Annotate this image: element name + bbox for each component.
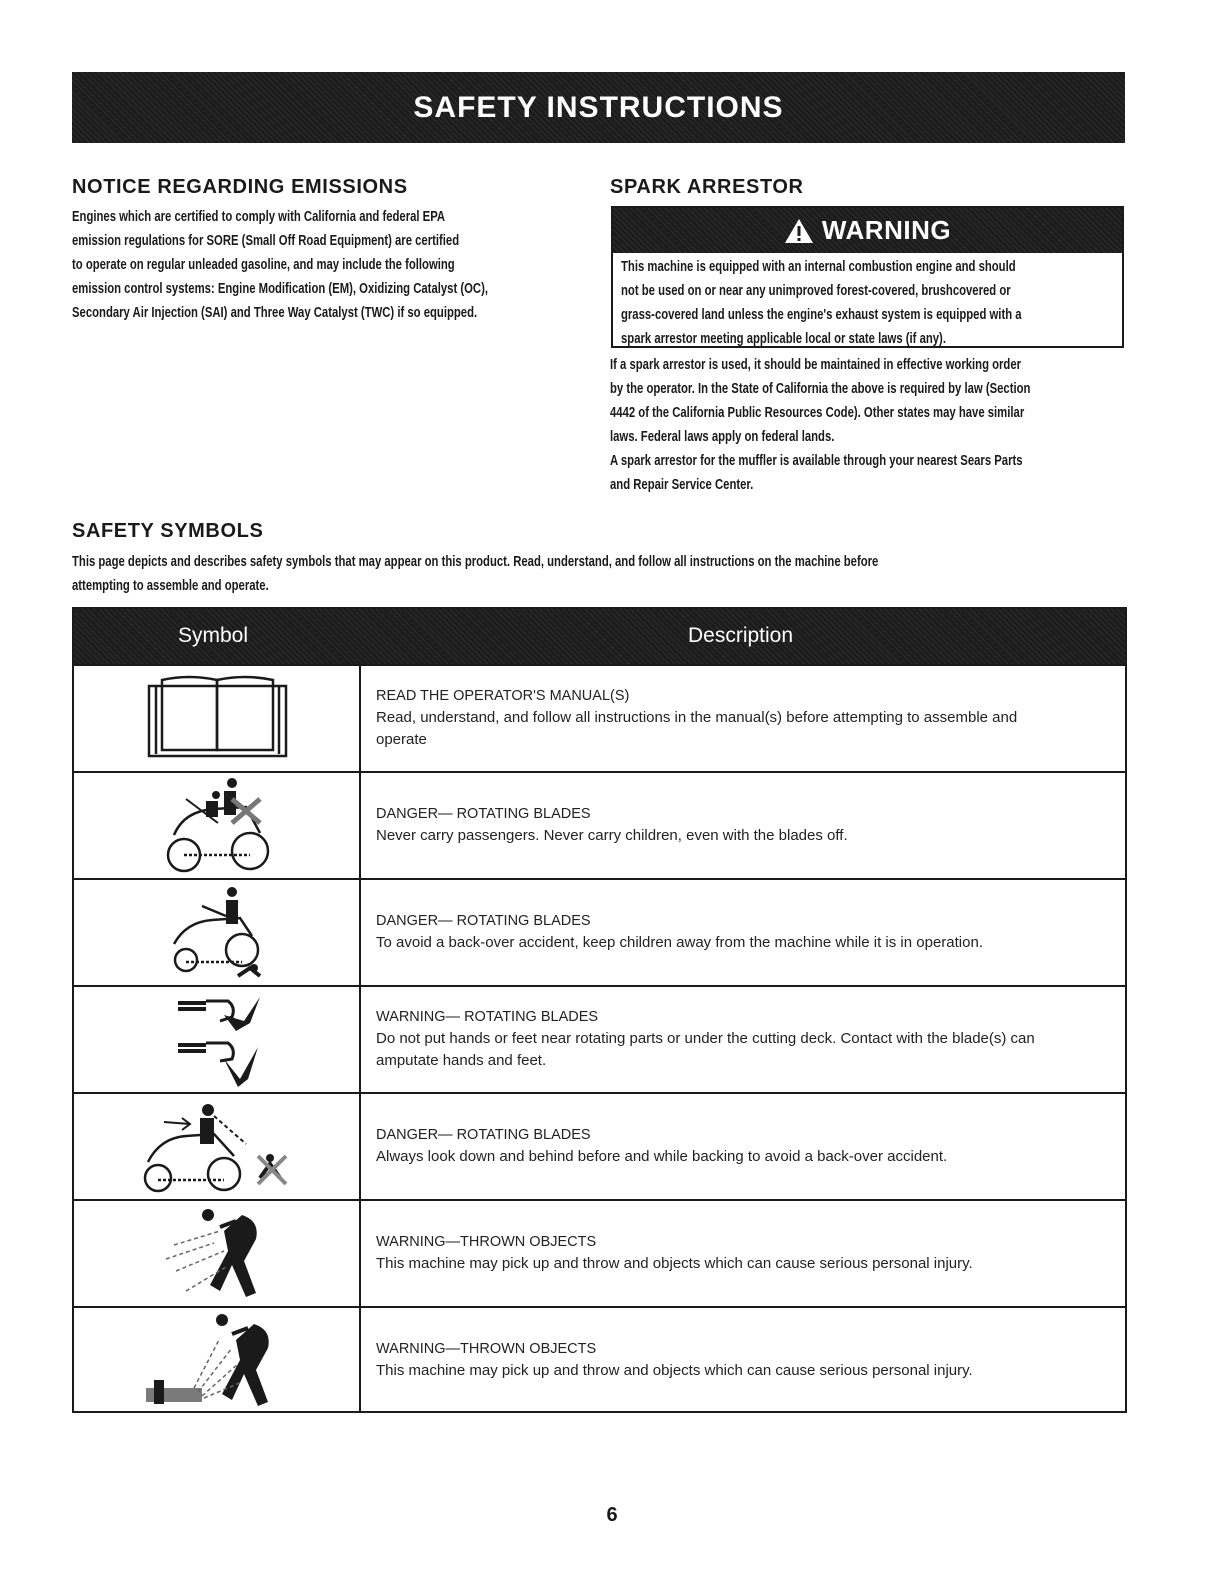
spark-line: A spark arrestor for the muffler is available through your nearest Sears Parts bbox=[610, 453, 1023, 469]
symbol-cell bbox=[74, 773, 361, 878]
table-row bbox=[74, 664, 1125, 771]
safety-symbols-heading: SAFETY SYMBOLS bbox=[72, 520, 264, 542]
description-cell bbox=[376, 880, 1116, 985]
banner-title: SAFETY INSTRUCTIONS bbox=[413, 90, 784, 124]
spark-line: If a spark arrestor is used, it should be maintained in effective working order bbox=[610, 357, 1022, 373]
intro-line: This page depicts and describes safety symbols that may appear on this product. Read, understand, and follow all instructions on the machine before bbox=[72, 554, 879, 570]
description-cell bbox=[376, 773, 1116, 878]
warning-line: not be used on or near any unimproved forest-covered, brushcovered or bbox=[621, 283, 1011, 299]
row-text: amputate hands and feet. bbox=[376, 1052, 547, 1069]
row-title: WARNING—THROWN OBJECTS bbox=[376, 1234, 597, 1250]
spark-line: and Repair Service Center. bbox=[610, 477, 754, 493]
warning-line: This machine is equipped with an internal combustion engine and should bbox=[621, 259, 1016, 275]
intro-line: attempting to assemble and operate. bbox=[72, 578, 269, 594]
spark-line: 4442 of the California Public Resources Code). Other states may have similar bbox=[610, 405, 1025, 421]
operator-manual-icon bbox=[74, 666, 361, 773]
emissions-heading: NOTICE REGARDING EMISSIONS bbox=[72, 176, 408, 198]
table-header bbox=[74, 609, 1125, 664]
safety-symbols-intro bbox=[72, 550, 1109, 598]
look-behind-icon bbox=[74, 1094, 361, 1201]
row-text: Always look down and behind before and while backing to avoid a back-over accident. bbox=[376, 1148, 948, 1165]
row-text: This machine may pick up and throw and objects which can cause serious personal injury. bbox=[376, 1255, 973, 1272]
row-text: To avoid a back-over accident, keep children away from the machine while it is in operation. bbox=[376, 934, 983, 951]
thrown-objects-icon bbox=[74, 1201, 361, 1308]
row-text: This machine may pick up and throw and objects which can cause serious personal injury. bbox=[376, 1362, 973, 1379]
symbol-cell bbox=[74, 666, 361, 771]
symbol-cell bbox=[74, 1094, 361, 1199]
page-banner bbox=[72, 72, 1125, 143]
table-row bbox=[74, 1199, 1125, 1306]
warning-line: spark arrestor meeting applicable local or state laws (if any). bbox=[621, 331, 946, 347]
row-text: operate bbox=[376, 731, 427, 748]
description-cell bbox=[376, 987, 1116, 1092]
description-cell bbox=[376, 1094, 1116, 1199]
table-row bbox=[74, 1306, 1125, 1413]
table-row bbox=[74, 771, 1125, 878]
spark-heading: SPARK ARRESTOR bbox=[610, 176, 804, 198]
no-passengers-icon bbox=[74, 773, 361, 880]
row-text: Read, understand, and follow all instructions in the manual(s) before attempting to assemble and bbox=[376, 709, 1018, 726]
hand-foot-blade-icon bbox=[74, 987, 361, 1094]
warning-line: grass-covered land unless the engine's exhaust system is equipped with a bbox=[621, 307, 1022, 323]
symbol-cell bbox=[74, 1201, 361, 1306]
row-title: WARNING— ROTATING BLADES bbox=[376, 1009, 599, 1025]
emissions-line: emission regulations for SORE (Small Off Road Equipment) are certified bbox=[72, 233, 460, 249]
table-row bbox=[74, 878, 1125, 985]
row-text: Never carry passengers. Never carry children, even with the blades off. bbox=[376, 827, 848, 844]
thrown-objects-deck-icon bbox=[74, 1308, 361, 1415]
warning-label: WARNING bbox=[821, 215, 952, 245]
symbol-cell bbox=[74, 987, 361, 1092]
emissions-line: to operate on regular unleaded gasoline, and may include the following bbox=[72, 257, 455, 273]
warning-text bbox=[621, 255, 1120, 351]
children-back-over-icon bbox=[74, 880, 361, 987]
table-row bbox=[74, 985, 1125, 1092]
page-number: 6 bbox=[606, 1504, 618, 1526]
symbol-cell bbox=[74, 1308, 361, 1413]
row-title: WARNING—THROWN OBJECTS bbox=[376, 1341, 597, 1357]
symbol-cell bbox=[74, 880, 361, 985]
description-cell bbox=[376, 1201, 1116, 1306]
emissions-paragraph bbox=[72, 205, 571, 325]
description-cell bbox=[376, 666, 1116, 771]
row-title: READ THE OPERATOR'S MANUAL(S) bbox=[376, 688, 630, 704]
emissions-line: Engines which are certified to comply with California and federal EPA bbox=[72, 209, 446, 225]
row-text: Do not put hands or feet near rotating parts or under the cutting deck. Contact with the blade(s) can bbox=[376, 1030, 1035, 1047]
emissions-line: emission control systems: Engine Modification (EM), Oxidizing Catalyst (OC), bbox=[72, 281, 489, 297]
warning-triangle-icon bbox=[784, 218, 814, 244]
table-row bbox=[74, 1092, 1125, 1199]
row-title: DANGER— ROTATING BLADES bbox=[376, 913, 591, 929]
spark-line: by the operator. In the State of California the above is required by law (Section bbox=[610, 381, 1031, 397]
safety-symbols-table bbox=[72, 607, 1127, 1413]
emissions-line: Secondary Air Injection (SAI) and Three Way Catalyst (TWC) if so equipped. bbox=[72, 305, 478, 321]
row-title: DANGER— ROTATING BLADES bbox=[376, 1127, 591, 1143]
warning-header bbox=[613, 208, 1122, 253]
column-header-description: Description bbox=[688, 624, 794, 647]
description-cell bbox=[376, 1308, 1116, 1413]
warning-box bbox=[611, 206, 1124, 348]
spark-paragraph bbox=[610, 353, 1125, 497]
spark-line: laws. Federal laws apply on federal lands. bbox=[610, 429, 835, 445]
row-title: DANGER— ROTATING BLADES bbox=[376, 806, 591, 822]
column-header-symbol: Symbol bbox=[178, 624, 249, 647]
